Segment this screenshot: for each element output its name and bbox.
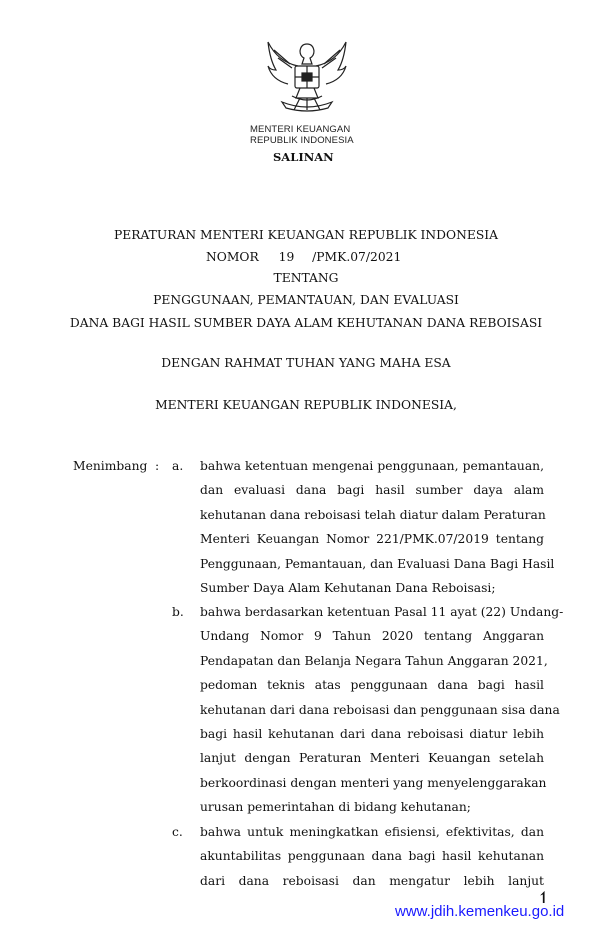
tentang-heading: TENTANG: [273, 271, 339, 285]
nomor-value: 19: [278, 250, 295, 264]
paragraph-line: akuntabilitas penggunaan dana bagi hasil kehutanan: [200, 849, 544, 864]
paragraph-line: bahwa berdasarkan ketentuan Pasal 11 ayat (22) Undang-: [200, 605, 564, 619]
nomor-label: NOMOR: [206, 250, 259, 264]
salinan-stamp: SALINAN: [273, 150, 334, 164]
paragraph-line: lanjut dengan Peraturan Menteri Keuangan setelah: [200, 751, 544, 766]
item-marker: c.: [172, 825, 183, 839]
authority-line: MENTERI KEUANGAN REPUBLIK INDONESIA,: [155, 398, 457, 412]
paragraph-line: kehutanan dana reboisasi telah diatur dalam Peraturan: [200, 507, 546, 522]
paragraph-line: berkoordinasi dengan menteri yang menyelenggarakan: [200, 775, 547, 790]
paragraph-line: Sumber Daya Alam Kehutanan Dana Reboisasi;: [200, 581, 496, 595]
paragraph-line: Undang Nomor 9 Tahun 2020 tentang Anggaran: [200, 629, 544, 644]
paragraph-line: Penggunaan, Pemantauan, dan Evaluasi Dana Bagi Hasil: [200, 556, 555, 571]
paragraph-line: bagi hasil kehutanan dari dana reboisasi diatur lebih: [200, 727, 544, 741]
menimbang-colon: :: [155, 459, 160, 473]
paragraph-line: Pendapatan dan Belanja Negara Tahun Anggaran 2021,: [200, 653, 548, 668]
paragraph-line: dari dana reboisasi dan mengatur lebih lanjut: [200, 873, 544, 888]
paragraph-line: urusan pemerintahan di bidang kehutanan;: [200, 800, 471, 815]
paragraph-line: bahwa untuk meningkatkan efisiensi, efektivitas, dan: [200, 825, 544, 839]
item-marker: a.: [172, 459, 184, 473]
paragraph-line: bahwa ketentuan mengenai penggunaan, pemantauan,: [200, 459, 544, 473]
garuda-emblem-icon: [262, 36, 352, 118]
subject-line-1: PENGGUNAAN, PEMANTAUAN, DAN EVALUASI: [153, 293, 459, 307]
preamble: DENGAN RAHMAT TUHAN YANG MAHA ESA: [161, 356, 451, 370]
jdih-url-link[interactable]: www.jdih.kemenkeu.go.id: [395, 903, 565, 920]
nomor-suffix: /PMK.07/2021: [312, 250, 402, 264]
letterhead-line2: REPUBLIK INDONESIA: [250, 135, 354, 146]
paragraph-line: pedoman teknis atas penggunaan dana bagi hasil: [200, 678, 544, 693]
handwritten-page-mark: ↿: [537, 888, 551, 907]
paragraph-line: dan evaluasi dana bagi hasil sumber daya alam: [200, 483, 544, 498]
letterhead-line1: MENTERI KEUANGAN: [250, 124, 351, 135]
regulation-number: [206, 250, 401, 264]
regulation-title: PERATURAN MENTERI KEUANGAN REPUBLIK INDONESIA: [113, 228, 499, 242]
subject-line-2: DANA BAGI HASIL SUMBER DAYA ALAM KEHUTANAN DANA REBOISASI: [69, 316, 543, 330]
paragraph-line: Menteri Keuangan Nomor 221/PMK.07/2019 tentang: [200, 532, 544, 547]
menimbang-label: Menimbang: [73, 459, 148, 473]
paragraph-line: kehutanan dari dana reboisasi dan penggunaan sisa dana: [200, 702, 560, 717]
item-marker: b.: [172, 605, 184, 619]
